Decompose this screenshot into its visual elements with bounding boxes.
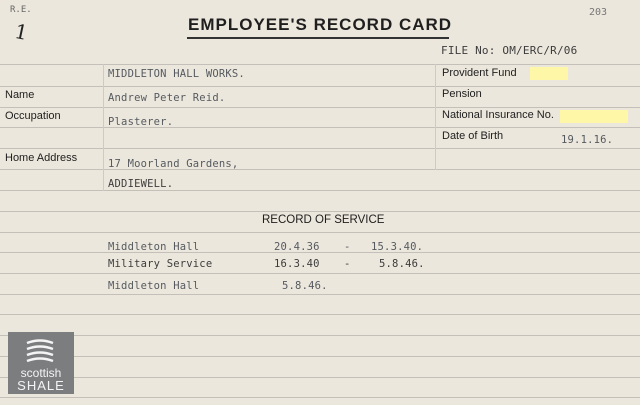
national-insurance-highlight <box>560 110 628 123</box>
service-place: Middleton Hall <box>108 280 200 292</box>
home-address-label: Home Address <box>5 152 78 164</box>
service-dash: - <box>344 241 351 253</box>
date-of-birth-label: Date of Birth <box>442 130 504 142</box>
rule-line <box>0 335 640 336</box>
shale-strata-icon <box>25 338 55 364</box>
service-from: 16.3.40 <box>274 258 320 270</box>
provident-fund-highlight <box>530 67 568 80</box>
address-line-2: ADDIEWELL. <box>108 178 174 190</box>
national-insurance-label: National Insurance No. <box>442 109 554 121</box>
rule-line <box>0 169 640 170</box>
rule-line <box>0 232 640 233</box>
title-underline <box>187 37 449 39</box>
provident-fund-label: Provident Fund <box>442 67 517 79</box>
pension-label: Pension <box>442 88 482 100</box>
works-name: MIDDLETON HALL WORKS. <box>108 68 245 80</box>
occupation-value: Plasterer. <box>108 116 174 128</box>
rule-line <box>0 273 640 274</box>
rule-line <box>0 148 640 149</box>
column-rule <box>103 64 104 191</box>
rule-line <box>0 86 640 87</box>
rule-line <box>0 190 640 191</box>
logo-word-scottish: scottish <box>20 366 62 380</box>
address-line-1: 17 Moorland Gardens, <box>108 158 239 170</box>
rule-line <box>0 356 640 357</box>
service-dash: - <box>344 258 351 270</box>
name-value: Andrew Peter Reid. <box>108 92 226 104</box>
corner-initials: R.E. <box>10 5 32 15</box>
occupation-label: Occupation <box>5 110 61 122</box>
rule-line <box>0 294 640 295</box>
service-from: 5.8.46. <box>282 280 328 292</box>
rule-line <box>0 127 640 128</box>
service-place: Middleton Hall <box>108 241 200 253</box>
column-rule <box>435 64 436 170</box>
date-of-birth-value: 19.1.16. <box>561 134 614 146</box>
service-to: 5.8.46. <box>379 258 425 270</box>
service-to: 15.3.40. <box>371 241 424 253</box>
service-from: 20.4.36 <box>274 241 320 253</box>
name-label: Name <box>5 89 35 101</box>
rule-line <box>0 211 640 212</box>
service-place: Military Service <box>108 258 213 270</box>
record-of-service-heading: RECORD OF SERVICE <box>262 214 385 226</box>
rule-line <box>0 252 640 253</box>
card-number: 203 <box>589 7 608 18</box>
pen-mark: 1 <box>12 18 31 46</box>
rule-line <box>0 107 640 108</box>
rule-line <box>0 64 640 65</box>
rule-line <box>0 314 640 315</box>
card-title: EMPLOYEE'S RECORD CARD <box>188 15 453 34</box>
logo-word-shale: SHALE <box>17 378 65 393</box>
scottish-shale-logo <box>8 332 74 394</box>
rule-line <box>0 377 640 378</box>
file-number: FILE No: OM/ERC/R/06 <box>441 44 578 57</box>
rule-line <box>0 397 640 398</box>
